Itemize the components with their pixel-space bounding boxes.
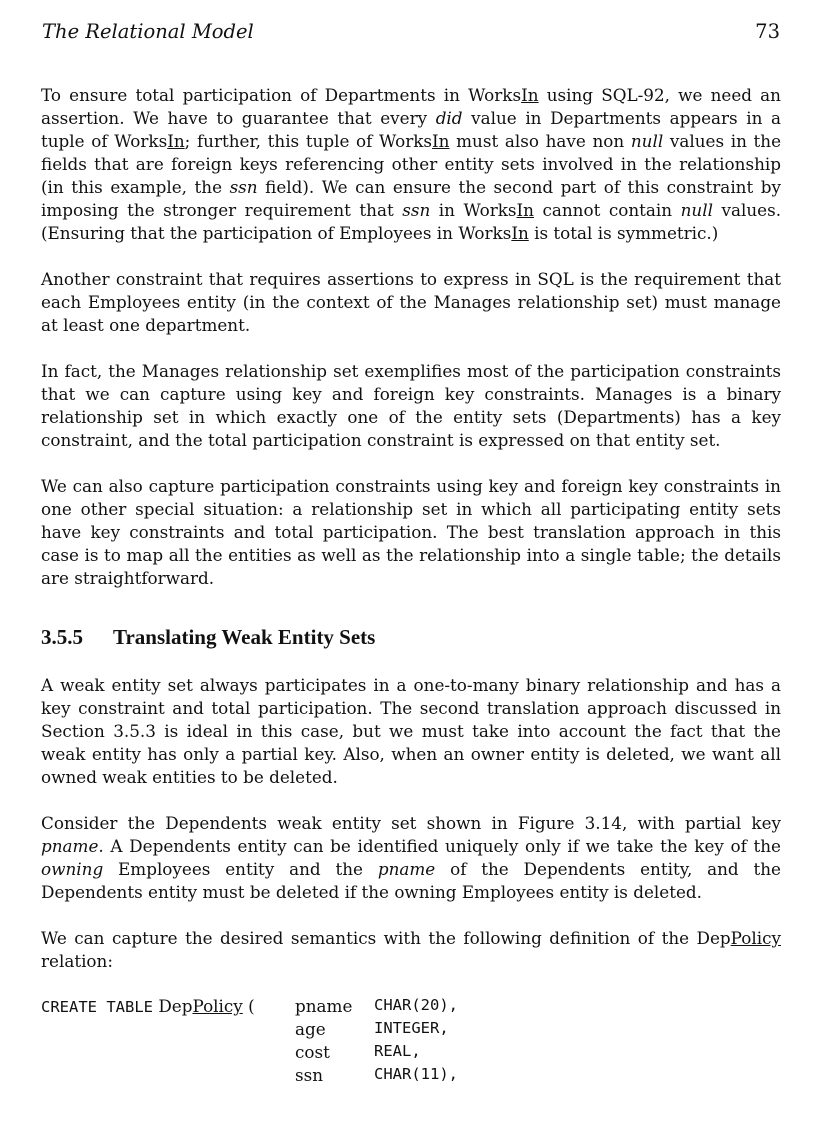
code-row [41,1065,781,1088]
sql-code-block [41,996,781,1088]
paragraph-7: We can capture the desired semantics with the following definition of the DepPolicy relation: [41,928,781,971]
code-row [41,1042,781,1065]
paragraph-6: Consider the Dependents weak entity set shown in Figure 3.14, with partial key pname. A Dependents entity can be identified uniquely only if we take the key of the owning Employees entity and the pname of the Dependents entity, and the Dependents entity must be deleted if the owning Employees entity is deleted. [41,813,781,902]
page-number: 73 [755,20,780,43]
code-row [41,996,781,1019]
section-heading [41,623,781,651]
code-column-type: REAL, [374,1042,421,1060]
code-row [41,1019,781,1042]
running-header-title: The Relational Model [42,20,254,43]
paragraph-5: A weak entity set always participates in a one-to-many binary relationship and has a key constraint and total participation. The second translation approach discussed in Section 3.5.3 is ideal in this case, but we must take into account the fact that the weak entity has only a partial key. Also, when an owner entity is deleted, we want all owned weak entities to be deleted. [41,675,781,787]
code-column-name: cost [295,1042,330,1062]
paragraph-2: Another constraint that requires assertions to express in SQL is the requirement that each Employees entity (in the context of the Manages relationship set) must manage at least one department. [41,269,781,335]
code-column-type: INTEGER, [374,1019,449,1037]
code-create-table: CREATE TABLE DepPolicy ( [41,996,255,1016]
code-column-name: age [295,1019,326,1039]
running-header [42,20,780,48]
paragraph-1: To ensure total participation of Departments in WorksIn using SQL-92, we need an assertion. We have to guarantee that every did value in Departments appears in a tuple of WorksIn; further, this tuple of WorksIn must also have non null values in the fields that are foreign keys referencing other entity sets involved in the relationship (in this example, the ssn field). We can ensure the second part of this constraint by imposing the stronger requirement that ssn in WorksIn cannot contain null values. (Ensuring that the participation of Employees in WorksIn is total is symmetric.) [41,85,782,243]
paragraph-4: We can also capture participation constraints using key and foreign key constraints in one other special situation: a relationship set in which all participating entity sets have key constraints and total participation. The best translation approach in this case is to map all the entities as well as the relationship into a single table; the details are straightforward. [41,476,781,588]
page-body [41,84,781,1088]
code-column-type: CHAR(20), [374,996,458,1014]
section-title: Translating Weak Entity Sets [113,625,376,649]
section-number: 3.5.5 [41,625,83,649]
code-column-type: CHAR(11), [374,1065,458,1083]
code-column-name: ssn [295,1065,324,1085]
paragraph-3: In fact, the Manages relationship set exemplifies most of the participation constraints that we can capture using key and foreign key constraints. Manages is a binary relationship set in which exactly one of the entity sets (Departments) has a key constraint, and the total participation constraint is expressed on that entity set. [41,361,781,450]
code-column-name: pname [295,996,353,1016]
